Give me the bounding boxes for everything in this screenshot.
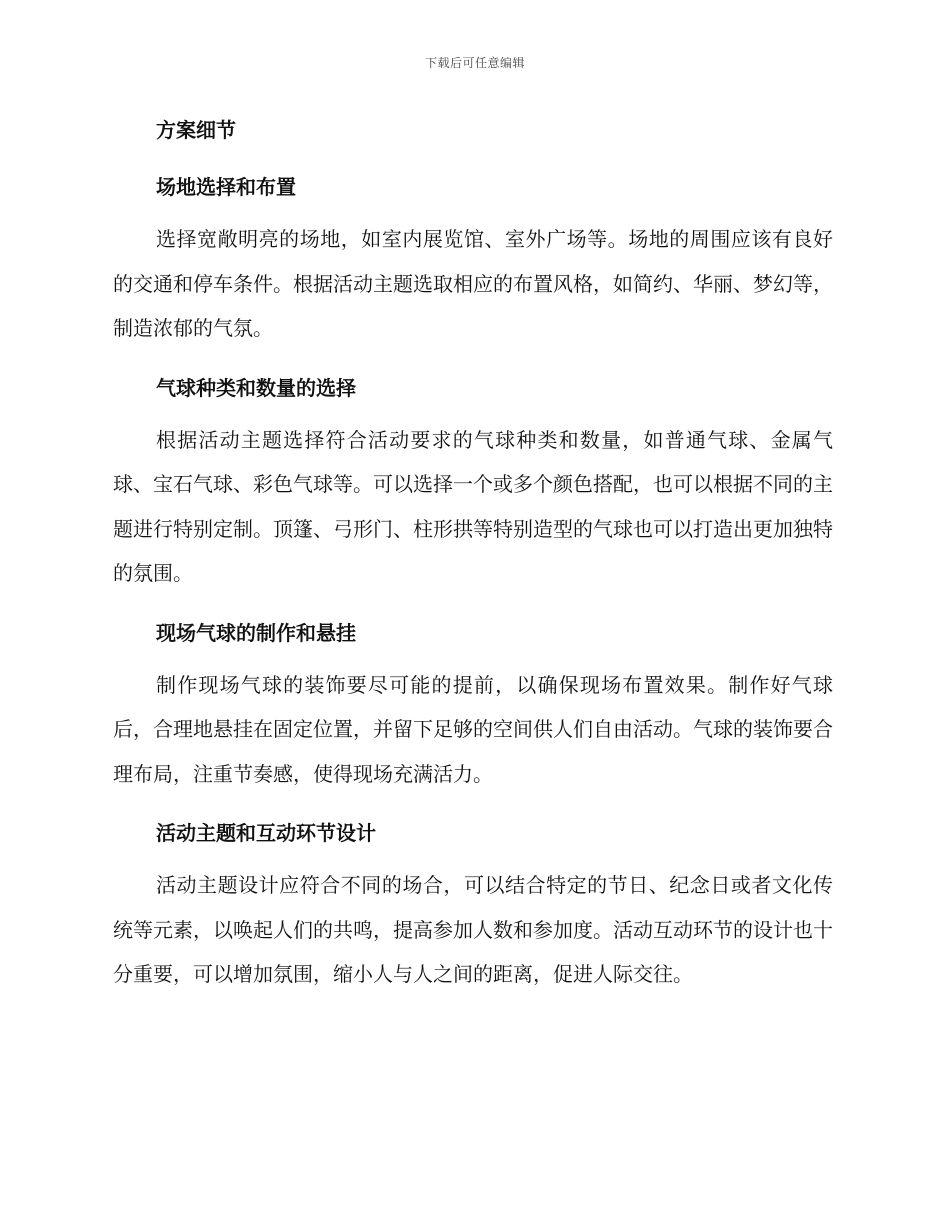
section-heading-venue: 场地选择和布置 xyxy=(156,175,296,199)
section-body-balloon-making: 制作现场气球的装饰要尽可能的提前，以确保现场布置效果。制作好气球后，合理地悬挂在固定位置，并留下足够的空间供人们自由活动。气球的装饰要合理布局，注重节奏感，使得现场充满活力。 xyxy=(113,672,833,786)
document-title: 方案细节 xyxy=(156,118,236,142)
page-header: 下载后可任意编辑 xyxy=(424,56,525,70)
section-heading-balloon-making: 现场气球的制作和悬挂 xyxy=(156,620,356,645)
section-body-venue: 选择宽敞明亮的场地，如室内展览馆、室外广场等。场地的周围应该有良好的交通和停车条件。根据活动主题选取相应的布置风格，如简约、华丽、梦幻等，制造浓郁的气氛。 xyxy=(113,227,833,340)
section-heading-balloon-types: 气球种类和数量的选择 xyxy=(156,375,356,400)
section-body-theme-interaction: 活动主题设计应符合不同的场合，可以结合特定的节日、纪念日或者文化传统等元素，以唤起人们的共鸣，提高参加人数和参加度。活动互动环节的设计也十分重要，可以增加氛围，缩小人与人之间的距离，促进人际交往。 xyxy=(113,873,833,986)
document-body xyxy=(113,110,833,997)
section-body-balloon-types: 根据活动主题选择符合活动要求的气球种类和数量，如普通气球、金属气球、宝石气球、彩色气球等。可以选择一个或多个颜色搭配，也可以根据不同的主题进行特别定制。顶篷、弓形门、柱形拱等特别造型的气球也可以打造出更加独特的氛围。 xyxy=(113,427,833,585)
section-heading-theme-interaction: 活动主题和互动环节设计 xyxy=(156,821,376,845)
